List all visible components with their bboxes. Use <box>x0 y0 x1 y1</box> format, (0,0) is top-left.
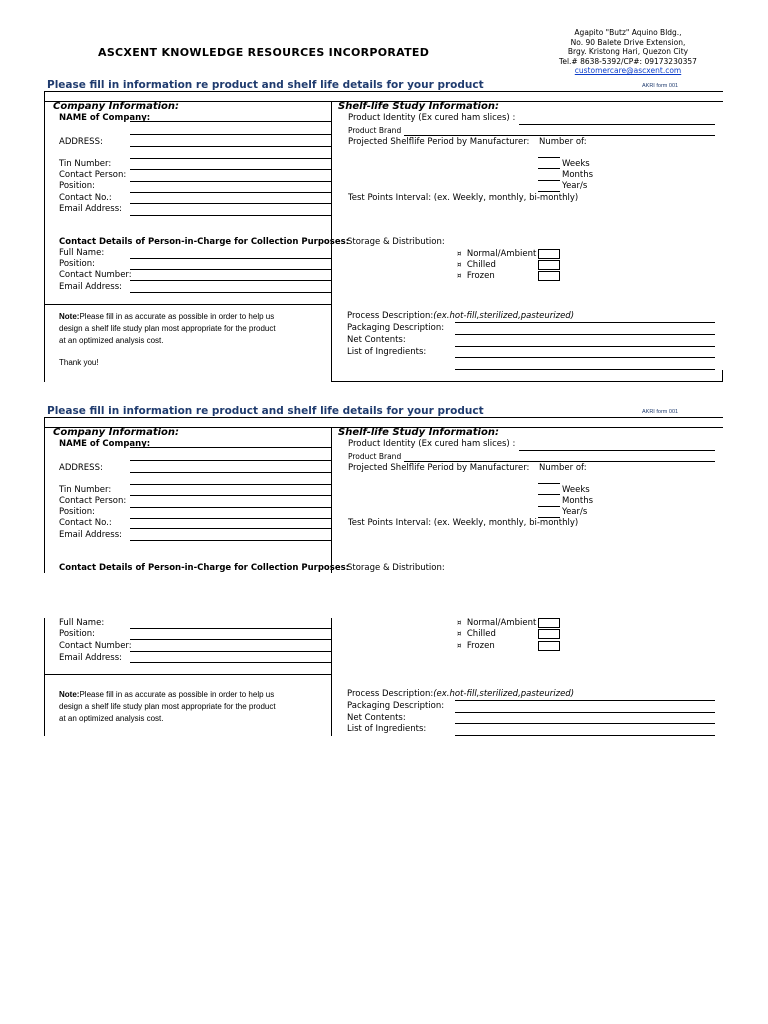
normal-label: Normal/Ambient <box>466 249 537 259</box>
note-body: Please fill in as accurate as possible in order to help us design a shelf life study plan most appropriate for the product at an optimized analysis cost. <box>59 690 276 723</box>
product-brand-field[interactable] <box>404 461 715 462</box>
contact-no-field[interactable] <box>130 203 331 204</box>
chilled-option <box>457 629 496 639</box>
bullet-icon: ¤ <box>457 630 462 638</box>
contact-number-field[interactable] <box>130 280 331 281</box>
collection-email-label: Email Address: <box>59 653 122 663</box>
company-info-title: Company Information: <box>53 427 180 438</box>
contact-no-label: Contact No.: <box>59 518 112 528</box>
number-of-label: Number of: <box>539 137 587 147</box>
test-points-label: Test Points Interval: (ex. Weekly, monthly, bi-monthly) <box>348 518 579 528</box>
process-label-text: Process Description: <box>347 311 434 321</box>
bullet-icon: ¤ <box>457 642 462 650</box>
product-brand-label: Product Brand <box>348 452 402 461</box>
note-prefix: Note: <box>59 690 80 699</box>
contact-no-label: Contact No.: <box>59 193 112 203</box>
process-field[interactable] <box>455 700 715 701</box>
ingredients-label: List of Ingredients: <box>347 724 427 734</box>
tin-label: Tin Number: <box>59 485 112 495</box>
number-of-label: Number of: <box>539 463 587 473</box>
frozen-checkbox[interactable] <box>538 641 560 651</box>
collection-title: Contact Details of Person-in-Charge for Collection Purposes: <box>59 237 350 247</box>
process-field[interactable] <box>455 322 715 323</box>
chilled-option <box>457 260 496 270</box>
product-identity-field[interactable] <box>519 124 715 125</box>
weeks-field[interactable] <box>538 157 560 158</box>
product-brand-field[interactable] <box>404 135 715 136</box>
address-field[interactable] <box>130 472 331 473</box>
tin-label: Tin Number: <box>59 159 112 169</box>
chilled-label: Chilled <box>466 629 496 639</box>
contact-person-field[interactable] <box>130 181 331 182</box>
years-label: Year/s <box>562 181 588 191</box>
years-field[interactable] <box>538 180 560 181</box>
company-name-field[interactable] <box>130 121 331 122</box>
normal-checkbox[interactable] <box>538 618 560 628</box>
process-example: (ex.hot-fill,sterilized,pasteurized) <box>433 311 575 321</box>
normal-label: Normal/Ambient <box>466 618 537 628</box>
collection-position-label: Position: <box>59 629 95 639</box>
packaging-field[interactable] <box>455 712 715 713</box>
normal-checkbox[interactable] <box>538 249 560 259</box>
shelf-info-title: Shelf-life Study Information: <box>338 427 499 438</box>
weeks-field[interactable] <box>538 483 560 484</box>
tin-field[interactable] <box>130 169 331 170</box>
frozen-label: Frozen <box>466 641 495 651</box>
full-name-field[interactable] <box>130 258 331 259</box>
form-heading: Please fill in information re product and shelf life details for your product <box>47 79 484 91</box>
address-line-3: Brgy. Kristong Hari, Quezon City <box>567 47 689 56</box>
full-name-field[interactable] <box>130 628 331 629</box>
bullet-icon: ¤ <box>457 261 462 269</box>
storage-label: Storage & Distribution: <box>347 563 445 573</box>
net-contents-label: Net Contents: <box>347 335 406 345</box>
product-brand-label: Product Brand <box>348 126 402 135</box>
contact-person-label: Contact Person: <box>59 496 127 506</box>
email-link[interactable]: customercare@ascxent.com <box>574 66 682 75</box>
frozen-checkbox[interactable] <box>538 271 560 281</box>
weeks-label: Weeks <box>562 485 590 495</box>
packaging-label: Packaging Description: <box>347 701 445 711</box>
test-points-label: Test Points Interval: (ex. Weekly, monthly, bi-monthly) <box>348 193 579 203</box>
collection-email-field[interactable] <box>130 292 331 293</box>
process-example: (ex.hot-fill,sterilized,pasteurized) <box>433 689 575 699</box>
projected-label: Projected Shelflife Period by Manufacturer: <box>348 137 530 147</box>
product-identity-label: Product Identity (Ex cured ham slices) : <box>348 113 516 123</box>
tin-field[interactable] <box>130 495 331 496</box>
collection-position-label: Position: <box>59 259 95 269</box>
contact-no-field[interactable] <box>130 528 331 529</box>
years-label: Year/s <box>562 507 588 517</box>
form-number: AKRI form 001 <box>642 409 679 415</box>
shelf-info-title: Shelf-life Study Information: <box>338 101 499 112</box>
collection-position-field[interactable] <box>130 269 331 270</box>
chilled-label: Chilled <box>466 260 496 270</box>
years-field[interactable] <box>538 506 560 507</box>
position-field[interactable] <box>130 192 331 193</box>
months-label: Months <box>562 496 594 506</box>
contact-number-label: Contact Number: <box>59 641 132 651</box>
months-label: Months <box>562 170 594 180</box>
company-name-label: NAME of Company: <box>59 113 151 123</box>
contact-person-field[interactable] <box>130 507 331 508</box>
email-label: Email Address: <box>59 204 122 214</box>
chilled-checkbox[interactable] <box>538 260 560 270</box>
email-label: Email Address: <box>59 530 122 540</box>
position-field[interactable] <box>130 518 331 519</box>
note-text <box>59 689 284 725</box>
phone-text: Tel.# 8638-5392/CP#: 09173230357 <box>559 56 697 66</box>
company-name-field[interactable] <box>130 447 331 448</box>
frozen-label: Frozen <box>466 271 495 281</box>
collection-email-field[interactable] <box>130 662 331 663</box>
thank-you-text: Thank you! <box>59 358 99 367</box>
company-name: ASCXENT KNOWLEDGE RESOURCES INCORPORATED <box>98 46 430 59</box>
weeks-label: Weeks <box>562 159 590 169</box>
company-address <box>548 28 708 76</box>
address-line-2: No. 90 Balete Drive Extension, <box>570 37 686 47</box>
full-name-label: Full Name: <box>59 618 105 628</box>
normal-option <box>457 618 536 628</box>
form-number: AKRI form 001 <box>642 83 679 89</box>
ingredients-field[interactable] <box>455 735 715 736</box>
company-name-label: NAME of Company: <box>59 439 151 449</box>
address-label: ADDRESS: <box>59 137 103 147</box>
note-prefix: Note: <box>59 312 80 321</box>
contact-number-field[interactable] <box>130 651 331 652</box>
normal-option <box>457 249 536 259</box>
product-identity-field[interactable] <box>519 450 715 451</box>
net-contents-field[interactable] <box>455 723 715 724</box>
contact-person-label: Contact Person: <box>59 170 127 180</box>
months-field[interactable] <box>538 168 560 169</box>
collection-email-label: Email Address: <box>59 282 122 292</box>
months-field[interactable] <box>538 494 560 495</box>
note-text <box>59 311 284 347</box>
process-label-text: Process Description: <box>347 689 434 699</box>
email-field[interactable] <box>130 215 331 216</box>
collection-position-field[interactable] <box>130 639 331 640</box>
frozen-option <box>457 641 495 651</box>
form-heading: Please fill in information re product and shelf life details for your product <box>47 405 484 417</box>
position-label: Position: <box>59 507 95 517</box>
address-label: ADDRESS: <box>59 463 103 473</box>
chilled-checkbox[interactable] <box>538 629 560 639</box>
email-field[interactable] <box>130 540 331 541</box>
address-field[interactable] <box>130 146 331 147</box>
projected-label: Projected Shelflife Period by Manufacturer: <box>348 463 530 473</box>
packaging-label: Packaging Description: <box>347 323 445 333</box>
process-label <box>347 689 574 699</box>
bullet-icon: ¤ <box>457 619 462 627</box>
net-contents-label: Net Contents: <box>347 713 406 723</box>
storage-label: Storage & Distribution: <box>347 237 445 247</box>
bullet-icon: ¤ <box>457 250 462 258</box>
net-contents-field[interactable] <box>455 346 715 347</box>
ingredients-label: List of Ingredients: <box>347 347 427 357</box>
company-info-title: Company Information: <box>53 101 180 112</box>
packaging-field[interactable] <box>455 334 715 335</box>
ingredients-field[interactable] <box>455 357 715 358</box>
process-label <box>347 311 574 321</box>
frozen-option <box>457 271 495 281</box>
bullet-icon: ¤ <box>457 272 462 280</box>
note-body: Please fill in as accurate as possible in order to help us design a shelf life study plan most appropriate for the product at an optimized analysis cost. <box>59 312 276 345</box>
product-identity-label: Product Identity (Ex cured ham slices) : <box>348 439 516 449</box>
position-label: Position: <box>59 181 95 191</box>
address-line-1: Agapito "Butz" Aquino Bldg., <box>574 28 682 37</box>
collection-title: Contact Details of Person-in-Charge for Collection Purposes: <box>59 563 350 573</box>
full-name-label: Full Name: <box>59 248 105 258</box>
contact-number-label: Contact Number: <box>59 270 132 280</box>
